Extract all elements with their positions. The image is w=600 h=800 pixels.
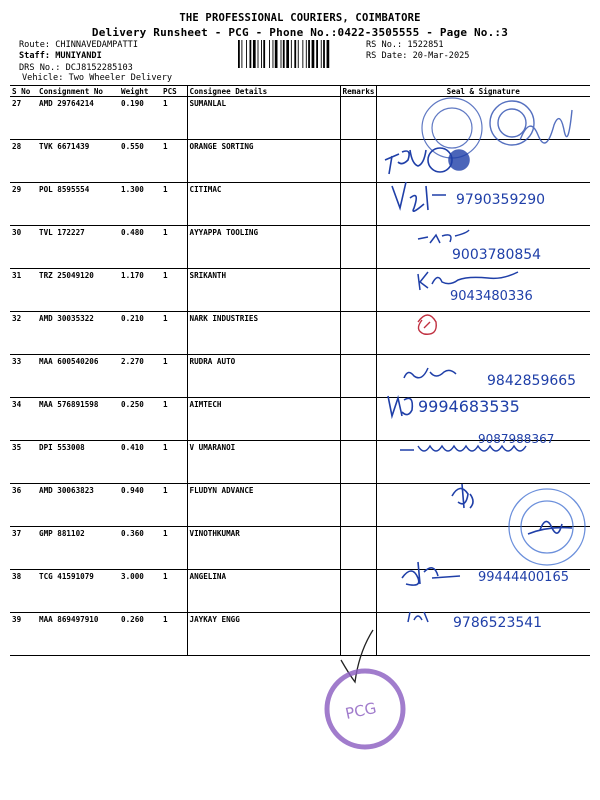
cell-consignee: VINOTHKUMAR — [187, 527, 340, 570]
barcode-bar — [302, 40, 303, 68]
cell-sno: 36 — [10, 484, 37, 527]
cell-consignment: MAA 600540206 — [37, 355, 119, 398]
phone-signature-33: 9842859665 — [487, 373, 577, 389]
cell-pcs: 1 — [161, 226, 187, 269]
cell-sno: 32 — [10, 312, 37, 355]
table-row — [10, 484, 590, 527]
cell-weight: 3.000 — [119, 570, 161, 613]
cell-seal-signature — [376, 441, 590, 484]
cell-pcs: 1 — [161, 527, 187, 570]
cell-pcs: 1 — [161, 97, 187, 140]
phone-signature-35: 9087988367 — [478, 432, 555, 446]
table-row — [10, 527, 590, 570]
pcg-stamp-text: PCG — [343, 698, 378, 723]
barcode-bar — [258, 40, 259, 68]
cell-weight: 0.210 — [119, 312, 161, 355]
cell-weight: 0.940 — [119, 484, 161, 527]
cell-consignment: TVL 172227 — [37, 226, 119, 269]
cell-seal-signature — [376, 570, 590, 613]
cell-consignment: AMD 29764214 — [37, 97, 119, 140]
cell-remarks — [340, 355, 376, 398]
column-weight: Weight — [119, 86, 161, 97]
barcode-bar — [241, 40, 242, 68]
barcode-bar — [291, 40, 292, 68]
table-row — [10, 312, 590, 355]
table-row — [10, 355, 590, 398]
table-header-row — [10, 86, 590, 97]
cell-remarks — [340, 613, 376, 656]
table-row — [10, 269, 590, 312]
barcode-bar — [263, 40, 265, 68]
barcode-bar — [321, 40, 322, 68]
column-consignment: Consignment No — [37, 86, 119, 97]
cell-weight: 0.190 — [119, 97, 161, 140]
phone-signature-38: 99444400165 — [478, 570, 569, 585]
barcode-bar — [250, 40, 252, 68]
cell-consignment: TVK 6671439 — [37, 140, 119, 183]
cell-seal-signature — [376, 269, 590, 312]
cell-seal-signature — [376, 355, 590, 398]
cell-remarks — [340, 183, 376, 226]
cell-consignee: CITIMAC — [187, 183, 340, 226]
cell-consignee: ANGELINA — [187, 570, 340, 613]
cell-sno: 31 — [10, 269, 37, 312]
drs-number: DRS No.: DCJ8152285103 — [19, 63, 133, 73]
cell-sno: 34 — [10, 398, 37, 441]
barcode-bar — [298, 40, 299, 68]
barcode-bar — [246, 40, 247, 68]
barcode-bar — [238, 40, 240, 68]
cell-sno: 38 — [10, 570, 37, 613]
phone-signature-29: 9790359290 — [456, 192, 546, 208]
cell-sno: 33 — [10, 355, 37, 398]
cell-remarks — [340, 398, 376, 441]
cell-seal-signature — [376, 312, 590, 355]
table-row — [10, 613, 590, 656]
cell-pcs: 1 — [161, 570, 187, 613]
barcode-bar — [327, 40, 330, 68]
cell-weight: 2.270 — [119, 355, 161, 398]
table-row — [10, 441, 590, 484]
phone-signature-39: 9786523541 — [453, 615, 543, 631]
barcode-bar — [306, 40, 307, 68]
barcode-bar — [275, 40, 278, 68]
cell-remarks — [340, 441, 376, 484]
pcg-stamp — [327, 671, 403, 747]
cell-pcs: 1 — [161, 613, 187, 656]
cell-seal-signature — [376, 226, 590, 269]
barcode-bar — [283, 40, 285, 68]
cell-consignment: AMD 30063823 — [37, 484, 119, 527]
table-row — [10, 140, 590, 183]
cell-pcs: 1 — [161, 398, 187, 441]
cell-seal-signature — [376, 97, 590, 140]
cell-consignment: DPI 553008 — [37, 441, 119, 484]
staff-label: Staff: MUNIYANDI — [19, 51, 102, 61]
cell-pcs: 1 — [161, 312, 187, 355]
cell-sno: 27 — [10, 97, 37, 140]
cell-consignee: AYYAPPA TOOLING — [187, 226, 340, 269]
cell-consignee: AIMTECH — [187, 398, 340, 441]
table-row — [10, 226, 590, 269]
cell-sno: 35 — [10, 441, 37, 484]
cell-seal-signature — [376, 140, 590, 183]
cell-pcs: 1 — [161, 183, 187, 226]
cell-pcs: 1 — [161, 484, 187, 527]
cell-weight: 0.550 — [119, 140, 161, 183]
cell-pcs: 1 — [161, 140, 187, 183]
column-pcs: PCS — [161, 86, 187, 97]
cell-consignee: V UMARANOI — [187, 441, 340, 484]
cell-remarks — [340, 97, 376, 140]
table-row — [10, 398, 590, 441]
barcode-bar — [294, 40, 296, 68]
cell-remarks — [340, 140, 376, 183]
cell-consignee: RUDRA AUTO — [187, 355, 340, 398]
column-remarks: Remarks — [340, 86, 376, 97]
cell-consignment: AMD 30035322 — [37, 312, 119, 355]
barcode-bar — [308, 40, 310, 68]
phone-signature-30: 9003780854 — [452, 247, 542, 263]
cell-consignment: POL 8595554 — [37, 183, 119, 226]
cell-weight: 0.410 — [119, 441, 161, 484]
barcode — [238, 40, 356, 68]
cell-consignment: TRZ 25049120 — [37, 269, 119, 312]
cell-sno: 30 — [10, 226, 37, 269]
cell-pcs: 1 — [161, 441, 187, 484]
table-row — [10, 183, 590, 226]
cell-consignee: ORANGE SORTING — [187, 140, 340, 183]
rs-date: RS Date: 20-Mar-2025 — [366, 51, 470, 61]
cell-remarks — [340, 226, 376, 269]
cell-consignment: TCG 41591079 — [37, 570, 119, 613]
table-row — [10, 97, 590, 140]
cell-remarks — [340, 484, 376, 527]
cell-sno: 37 — [10, 527, 37, 570]
cell-seal-signature — [376, 527, 590, 570]
cell-remarks — [340, 312, 376, 355]
cell-seal-signature — [376, 484, 590, 527]
column-sno: S No — [10, 86, 37, 97]
cell-pcs: 1 — [161, 269, 187, 312]
barcode-bar — [273, 40, 274, 68]
barcode-bar — [253, 40, 256, 68]
cell-weight: 0.480 — [119, 226, 161, 269]
cell-consignee: NARK INDUSTRIES — [187, 312, 340, 355]
route-label: Route: CHINNAVEDAMPATTI — [19, 40, 138, 50]
phone-signature-34: 9994683535 — [418, 397, 520, 416]
cell-weight: 0.250 — [119, 398, 161, 441]
cell-sno: 29 — [10, 183, 37, 226]
cell-consignment: MAA 576891598 — [37, 398, 119, 441]
cell-weight: 1.170 — [119, 269, 161, 312]
barcode-bar — [286, 40, 289, 68]
cell-consignment: MAA 869497910 — [37, 613, 119, 656]
runsheet-table — [10, 85, 590, 656]
barcode-bar — [269, 40, 270, 68]
cell-consignee: SUMANLAL — [187, 97, 340, 140]
barcode-bar — [312, 40, 315, 68]
cell-sno: 39 — [10, 613, 37, 656]
runsheet-subtitle: Delivery Runsheet - PCG - Phone No.:0422-3505555 - Page No.:3 — [91, 26, 509, 39]
cell-remarks — [340, 570, 376, 613]
cell-consignee: SRIKANTH — [187, 269, 340, 312]
cell-consignment: GMP 881102 — [37, 527, 119, 570]
column-consignee: Consignee Details — [187, 86, 340, 97]
cell-sno: 28 — [10, 140, 37, 183]
barcode-bar — [261, 40, 262, 68]
barcode-bar — [323, 40, 325, 68]
company-title: THE PROFESSIONAL COURIERS, COIMBATORE — [179, 12, 421, 24]
cell-weight: 0.260 — [119, 613, 161, 656]
cell-remarks — [340, 527, 376, 570]
cell-consignee: JAYKAY ENGG — [187, 613, 340, 656]
cell-remarks — [340, 269, 376, 312]
table-row — [10, 570, 590, 613]
cell-seal-signature — [376, 183, 590, 226]
cell-seal-signature — [376, 398, 590, 441]
vehicle-label: Vehicle: Two Wheeler Delivery — [22, 73, 173, 83]
cell-pcs: 1 — [161, 355, 187, 398]
barcode-bar — [316, 40, 318, 68]
phone-signature-31: 9043480336 — [450, 289, 533, 304]
cell-weight: 1.300 — [119, 183, 161, 226]
barcode-bar — [281, 40, 282, 68]
cell-consignee: FLUDYN ADVANCE — [187, 484, 340, 527]
cell-weight: 0.360 — [119, 527, 161, 570]
cell-seal-signature — [376, 613, 590, 656]
rs-number: RS No.: 1522851 — [366, 40, 444, 50]
column-seal-signature: Seal & Signature — [376, 86, 590, 97]
